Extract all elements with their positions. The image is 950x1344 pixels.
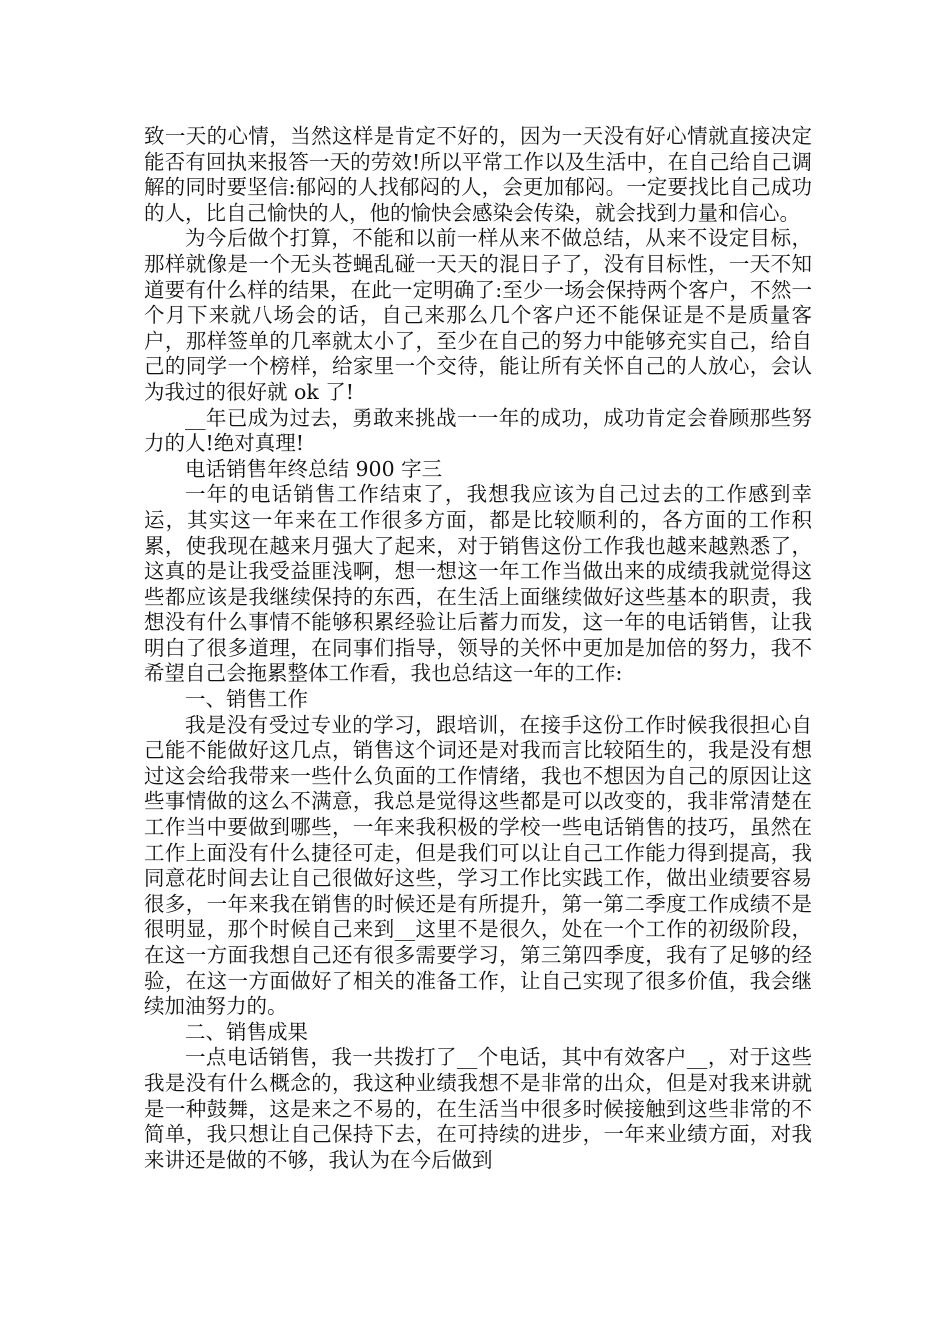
paragraph-year-past: __年已成为过去，勇敢来挑战一一年的成功，成功肯定会眷顾那些努力的人!绝对真理! [144, 405, 812, 456]
paragraph-intro: 一年的电话销售工作结束了，我想我应该为自己过去的工作感到幸运，其实这一年来在工作很多方面，都是比较顺利的，各方面的工作积累，使我现在越来月强大了起来，对于销售这份工作我也越来越熟悉了，这真的是让我受益匪浅啊，想一想这一年工作当做出来的成绩我就觉得这些都应该是我继续保持的东西，在生活上面继续做好这些基本的职责，我想没有什么事情不能够积累经验让后蓄力而发，这一年的电话销售，让我明白了很多道理，在同事们指导，领导的关怀中更加是加倍的努力，我不希望自己会拖累整体工作看，我也总结这一年的工作: [144, 482, 812, 686]
heading-sales-results: 二、销售成果 [185, 1019, 308, 1044]
document-page [144, 124, 812, 1173]
paragraph-future-plan: 为今后做个打算，不能和以前一样从来不做总结，从来不设定目标，那样就像是一个无头苍蝇乱碰一天天的混日子了，没有目标性，一天不知道要有什么样的结果，在此一定明确了:至少一场会保持两个客户，不然一个月下来就八场会的话，自己来那么几个客户还不能保证是不是质量客户，那样签单的几率就太小了，至少在自己的努力中能够充实自己，给自己的同学一个榜样，给家里一个交待，能让所有关怀自己的人放心，会认为我过的很好就 ok 了! [144, 226, 812, 404]
heading-sales-work: 一、销售工作 [185, 687, 308, 712]
section-title: 电话销售年终总结 900 字三 [185, 456, 443, 481]
paragraph-sales-results: 一点电话销售，我一共拨打了__个电话，其中有效客户__，对于这些我是没有什么概念的，我这种业绩我想不是非常的出众，但是对我来讲就是一种鼓舞，这是来之不易的，在生活当中很多时候接触到这些非常的不简单，我只想让自己保持下去，在可持续的进步，一年来业绩方面，对我来讲还是做的不够，我认为在今后做到 [144, 1045, 812, 1172]
paragraph-sales-work: 我是没有受过专业的学习，跟培训，在接手这份工作时候我很担心自己能不能做好这几点，销售这个词还是对我而言比较陌生的，我是没有想过这会给我带来一些什么负面的工作情绪，我也不想因为自己的原因让这些事情做的这么不满意，我总是觉得这些都是可以改变的，我非常清楚在工作当中要做到哪些，一年来我积极的学校一些电话销售的技巧，虽然在工作上面没有什么捷径可走，但是我们可以让自己工作能力得到提高，我同意花时间去让自己很做好这些，学习工作比实践工作，做出业绩要容易很多，一年来我在销售的时候还是有所提升，第一第二季度工作成绩不是很明显，那个时候自己来到__这里不是很久，处在一个工作的初级阶段，在这一方面我想自己还有很多需要学习，第三第四季度，我有了足够的经验，在这一方面做好了相关的准备工作，让自己实现了很多价值，我会继续加油努力的。 [144, 712, 812, 1019]
paragraph-continuation: 致一天的心情，当然这样是肯定不好的，因为一天没有好心情就直接决定能否有回执来报答一天的劳效!所以平常工作以及生活中，在自己给自己调解的同时要坚信:郁闷的人找郁闷的人，会更加郁闷。一定要找比自己成功的人，比自己愉快的人，他的愉快会感染会传染，就会找到力量和信心。 [144, 124, 812, 225]
